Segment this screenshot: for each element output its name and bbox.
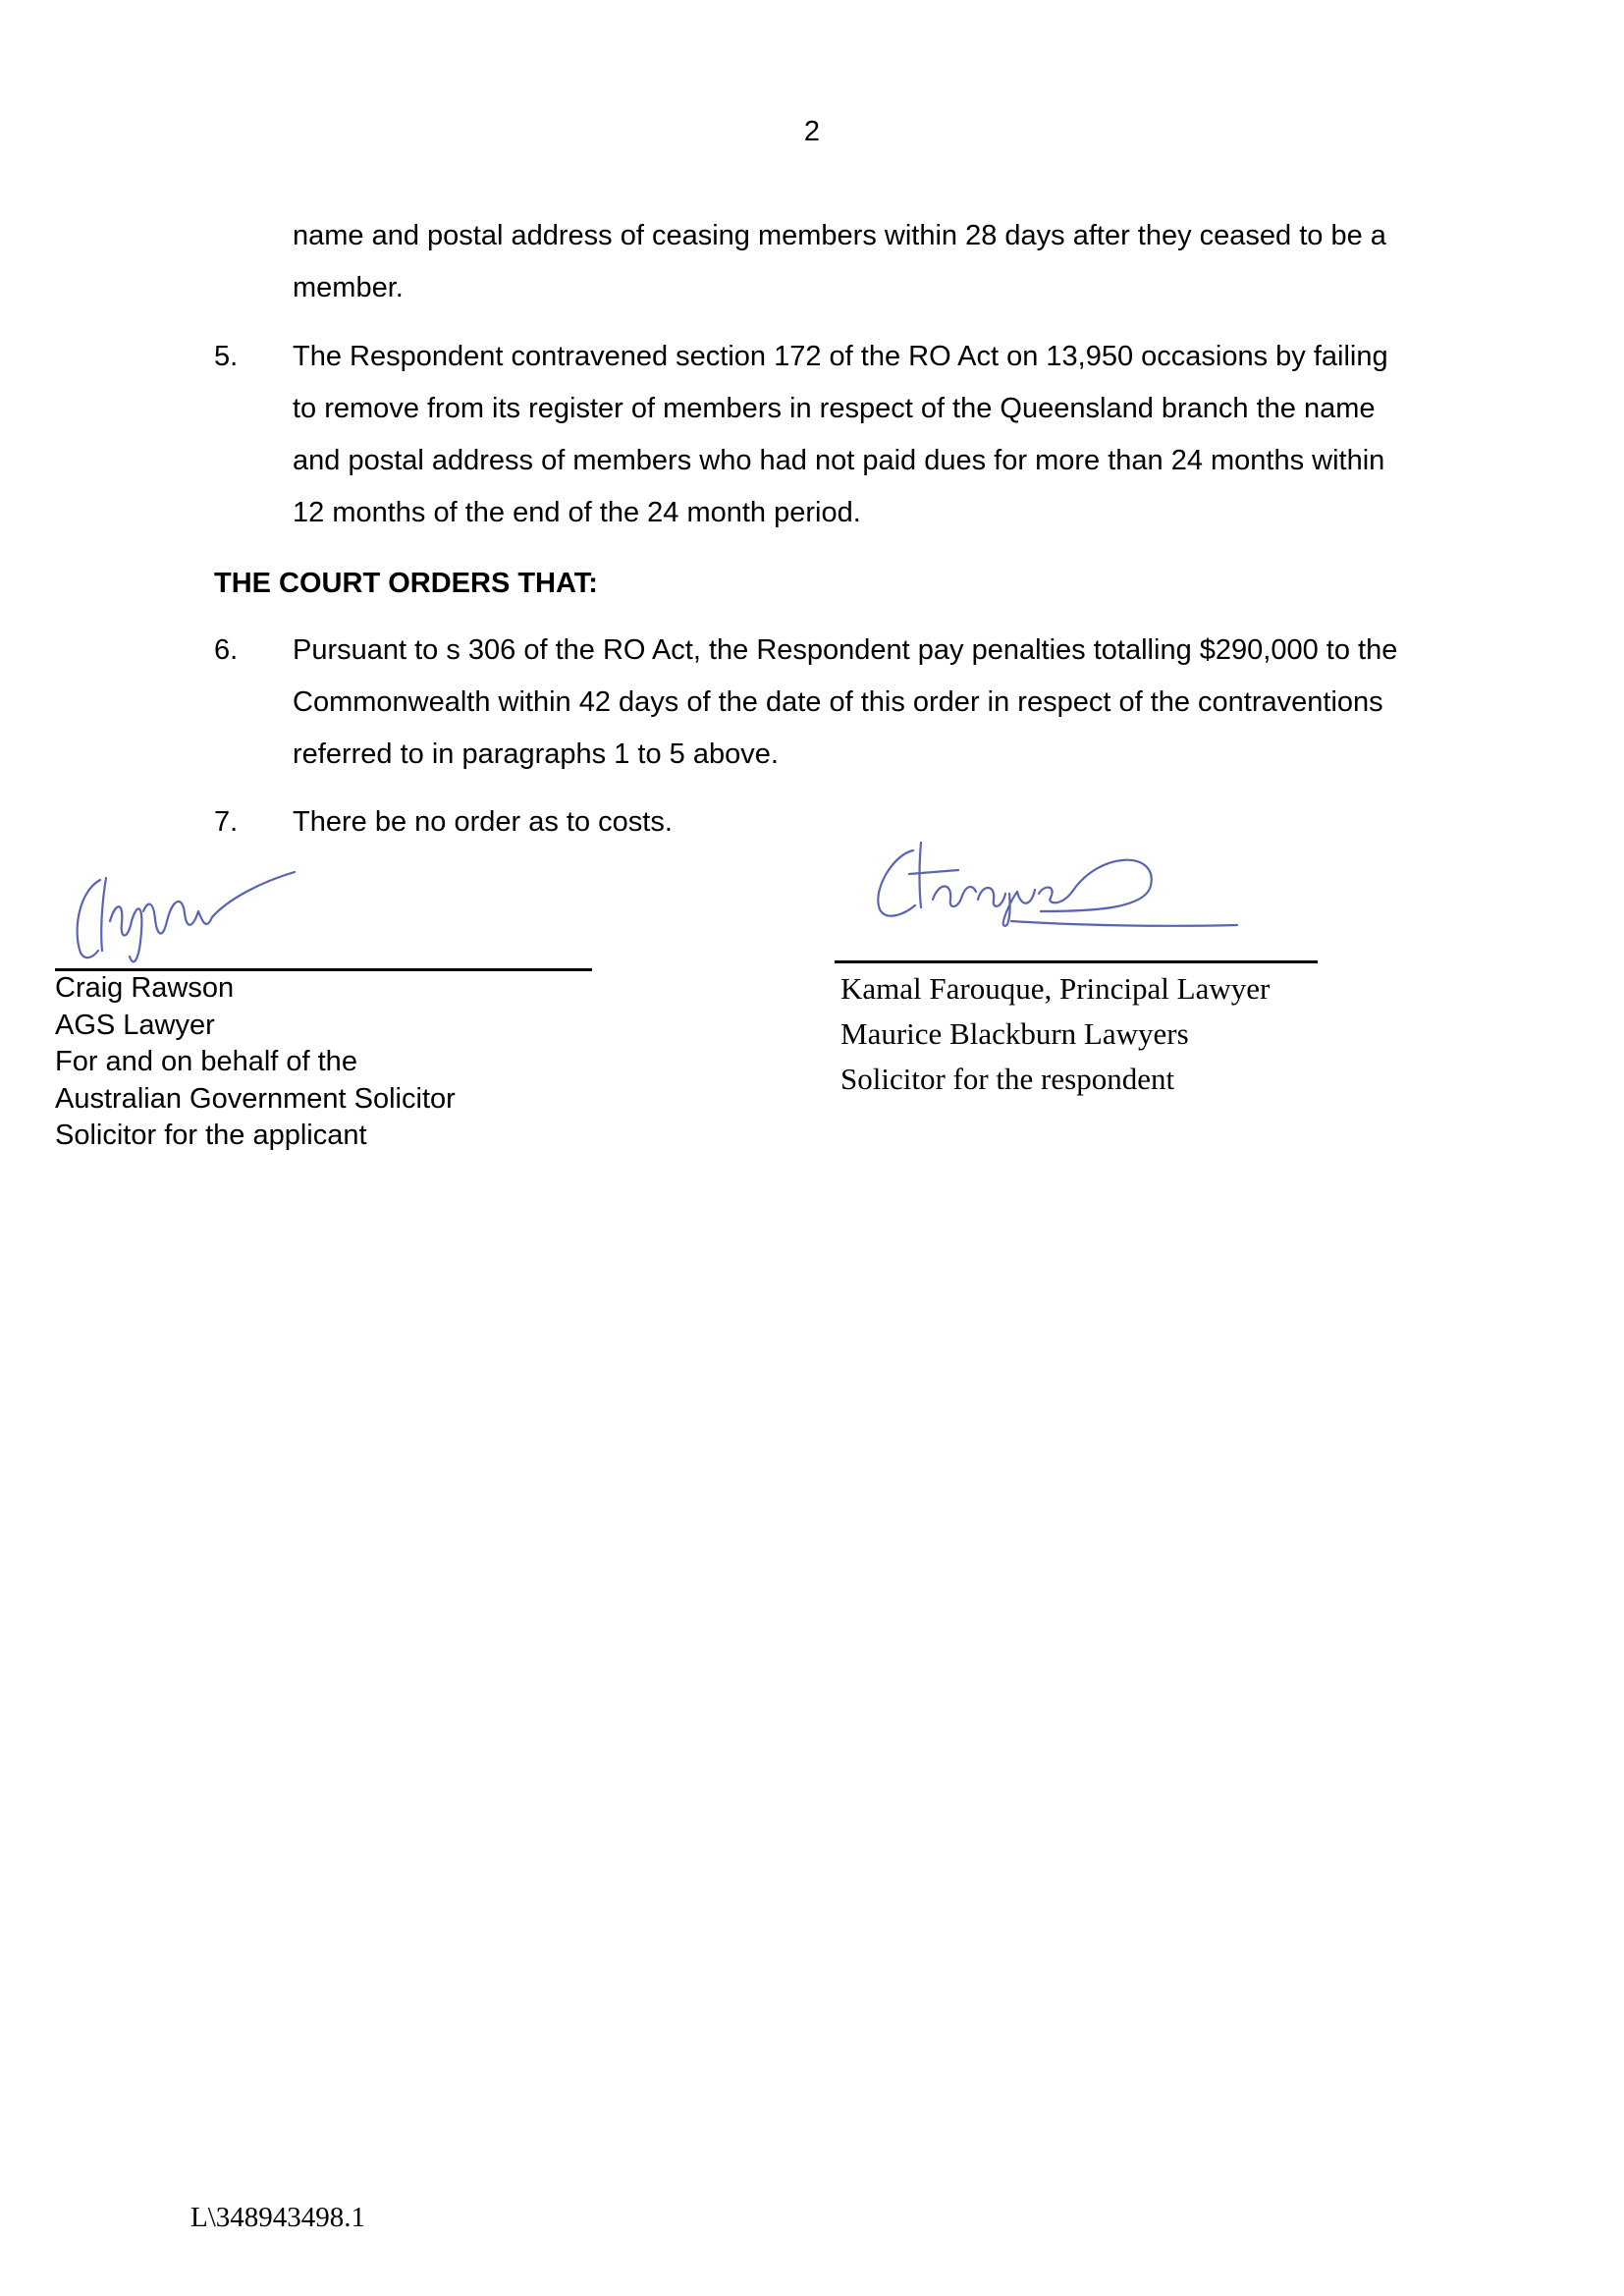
respondent-signature-block	[840, 966, 1270, 1102]
paragraph-line: The Respondent contravened section 172 of the RO Act on 13,950 occasions by failing	[293, 341, 1388, 372]
applicant-organisation: Australian Government Solicitor	[55, 1082, 456, 1115]
document-reference: L\348943498.1	[190, 2202, 366, 2233]
respondent-signature	[864, 831, 1257, 939]
paragraph-number: 7.	[214, 806, 239, 838]
respondent-name: Kamal Farouque, Principal Lawyer	[840, 971, 1271, 1006]
paragraph-line: Commonwealth within 42 days of the date of this order in respect of the contraventions	[293, 686, 1383, 718]
paragraph-line: to remove from its register of members in respect of the Queensland branch the name	[293, 393, 1376, 424]
section-heading: THE COURT ORDERS THAT:	[214, 568, 598, 599]
paragraph-number: 5.	[214, 341, 239, 372]
paragraph-7	[0, 796, 1624, 850]
paragraph-line: referred to in paragraphs 1 to 5 above.	[293, 738, 779, 770]
applicant-signature	[59, 862, 373, 970]
paragraph-line: and postal address of members who had not paid dues for more than 24 months within	[293, 445, 1385, 476]
continuation-line: member.	[293, 272, 404, 303]
respondent-signature-line	[835, 960, 1318, 963]
paragraph-6	[0, 625, 1624, 784]
continuation-line: name and postal address of ceasing members within 28 days after they ceased to be a	[293, 220, 1386, 251]
applicant-title: AGS Lawyer	[55, 1009, 215, 1041]
paragraph-5	[0, 331, 1624, 542]
respondent-firm: Maurice Blackburn Lawyers	[840, 1016, 1189, 1051]
respondent-role: Solicitor for the respondent	[840, 1062, 1175, 1096]
applicant-signature-block	[55, 970, 456, 1155]
paragraph-line: Pursuant to s 306 of the RO Act, the Respondent pay penalties totalling $290,000 to the	[293, 634, 1398, 666]
paragraph-line: There be no order as to costs.	[293, 806, 673, 838]
applicant-name: Craig Rawson	[55, 972, 235, 1004]
continuation-paragraph	[0, 210, 1624, 318]
applicant-role: Solicitor for the applicant	[55, 1120, 367, 1151]
paragraph-line: 12 months of the end of the 24 month period.	[293, 497, 861, 528]
applicant-behalf: For and on behalf of the	[55, 1046, 357, 1077]
page-number: 2	[803, 116, 821, 147]
paragraph-number: 6.	[214, 634, 239, 666]
